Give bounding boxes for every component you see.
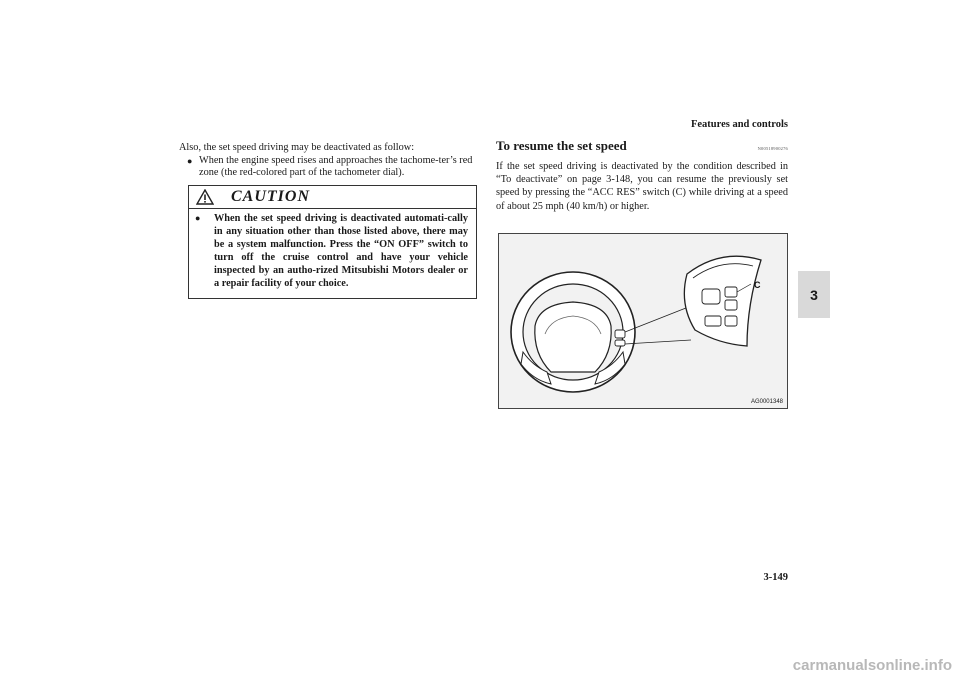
caution-header — [189, 186, 476, 209]
chapter-tab — [798, 271, 830, 318]
page-number: 3-149 — [763, 572, 788, 583]
caution-text: When the set speed driving is deactivated automati-cally in any situation other than those listed above, there may be a system malfunction. Press the “ON OFF” switch to turn off the cruise control and have your vehicle inspected by an autho-rized Mitsubishi Motors dealer or a repair facility of your choice. — [214, 213, 468, 290]
figure-code: AG0001348 — [750, 399, 783, 405]
caution-title: CAUTION — [231, 188, 311, 205]
left-column — [179, 142, 477, 180]
caution-body — [189, 209, 476, 291]
running-header: Features and controls — [690, 119, 788, 130]
bullet-icon: ● — [195, 213, 201, 223]
watermark: carmanualsonline.info — [792, 657, 952, 674]
section-code: N00518900276 — [757, 146, 788, 151]
section-title: To resume the set speed — [496, 138, 627, 153]
steering-wheel-figure — [498, 233, 788, 409]
steering-wheel-illustration — [499, 234, 787, 408]
section-heading — [496, 138, 788, 154]
callout-label-c: C — [754, 280, 761, 290]
chapter-number: 3 — [810, 286, 818, 303]
bullet-text: When the engine speed rises and approaches the tachome-ter’s red zone (the red-colored part of the tachometer dial). — [199, 154, 473, 179]
caution-box — [188, 185, 477, 299]
section-paragraph: If the set speed driving is deactivated by the condition described in “To deactivate” on page 3-148, you can resume the previously set speed by pressing the “ACC RES” switch (C) while driving at a speed of about 25 mph (40 km/h) or higher. — [496, 161, 788, 212]
bullet-icon: ● — [187, 155, 193, 166]
bullet-item — [187, 155, 477, 180]
right-column — [496, 138, 788, 213]
warning-triangle-icon — [196, 189, 214, 205]
intro-text: Also, the set speed driving may be deactivated as follow: — [179, 142, 415, 153]
